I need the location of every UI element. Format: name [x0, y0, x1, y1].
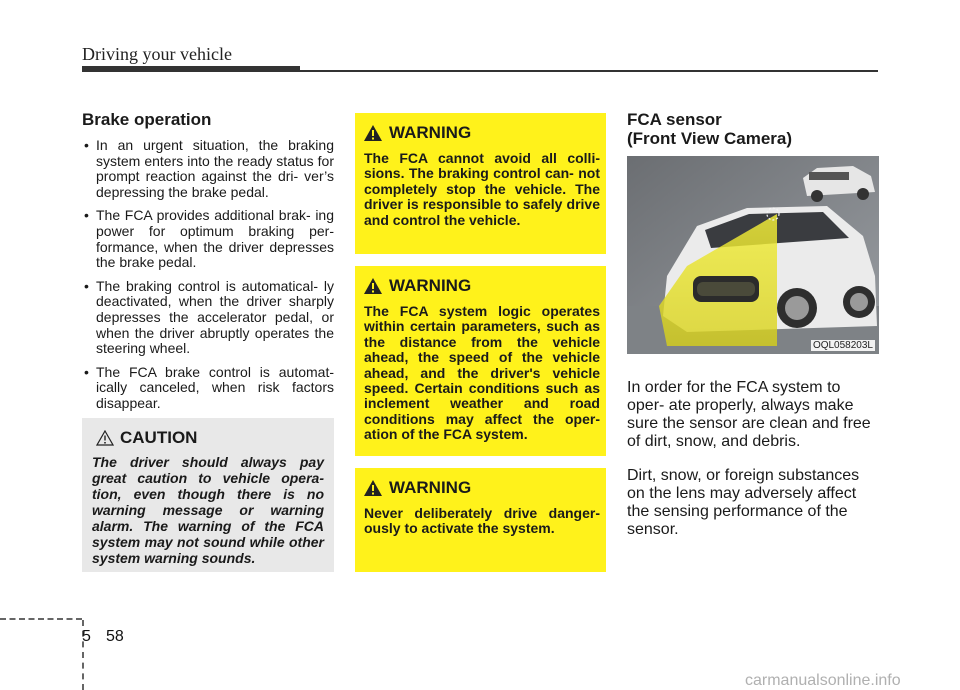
- caution-box: [82, 418, 334, 572]
- warning-box-collision: [355, 113, 606, 254]
- watermark: carmanualsonline.info: [745, 672, 901, 689]
- warning-triangle-icon: [363, 277, 383, 295]
- fca-sensor-heading-line1: FCA sensor: [627, 110, 722, 129]
- footer-dashed-line: [0, 618, 82, 620]
- brake-operation-section: [82, 110, 334, 420]
- header-rule-thick: [82, 66, 300, 72]
- brake-bullet-list: [82, 138, 334, 412]
- warning-header: [363, 276, 471, 296]
- warning-label: WARNING: [389, 478, 472, 497]
- brake-operation-heading: Brake operation: [82, 110, 212, 129]
- fca-sensor-section: [627, 110, 879, 148]
- fca-sensor-heading: [627, 110, 879, 148]
- caution-text: The driver should always pay great caution to vehicle opera- tion, even though there is no warning message or warning alarm. The warning of the FCA system may not sound while other system warning sounds.: [92, 454, 324, 566]
- warning-triangle-icon: [363, 479, 383, 497]
- caution-triangle-icon: [96, 430, 114, 446]
- caution-header: [96, 428, 197, 448]
- warning-label: WARNING: [389, 123, 472, 142]
- front-view-camera-illustration: [627, 156, 879, 354]
- caution-label: CAUTION: [120, 428, 198, 447]
- list-item: • In an urgent situation, the braking system enters into the ready status for prompt reaction against the dri- ver’s depressing the brake pedal.: [82, 138, 334, 200]
- fca-sensor-heading-line2: (Front View Camera): [627, 129, 793, 148]
- warning-box-driving: [355, 468, 606, 572]
- image-code: OQL058203L: [812, 340, 873, 351]
- page-header-title: Driving your vehicle: [82, 44, 232, 64]
- car-sensor-image: [627, 156, 879, 354]
- sensor-paragraph: In order for the FCA system to oper- ate properly, always make sure the sensor are clean and free of dirt, snow, and debris.: [627, 379, 871, 450]
- warning-text: The FCA cannot avoid all colli- sions. The braking control can- not completely stop the vehicle. The driver is responsible to safely drive and control the vehicle.: [364, 150, 600, 228]
- warning-header: [363, 478, 471, 498]
- list-item: • The FCA provides additional brak- ing power for optimum braking per- formance, when the driver depresses the brake pedal.: [82, 208, 334, 270]
- page-number-value: 58: [106, 628, 124, 645]
- warning-text: Never deliberately drive danger- ously to activate the system.: [364, 505, 600, 537]
- list-item: • The braking control is automatical- ly deactivated, when the driver sharply depresses the accelerator pedal, or when the driver abruptly operates the steering wheel.: [82, 279, 334, 357]
- page-number: [82, 628, 124, 646]
- warning-text: The FCA system logic operates within certain parameters, such as the distance from the vehicle ahead, the speed of the vehicle ahead, and the driver's vehicle speed. Certain conditions such as inclement weather and road conditions may affect the oper- ation of the FCA system.: [364, 303, 600, 443]
- chapter-number: 5: [82, 628, 91, 645]
- sensor-paragraph: Dirt, snow, or foreign substances on the lens may adversely affect the sensing performance of the sensor.: [627, 467, 860, 538]
- list-item: • The FCA brake control is automat- ically canceled, when risk factors disappear.: [82, 365, 334, 412]
- warning-box-system-logic: [355, 266, 606, 456]
- warning-label: WARNING: [389, 276, 472, 295]
- header-rule-thin: [300, 70, 878, 72]
- warning-triangle-icon: [363, 124, 383, 142]
- fca-sensor-text: [627, 363, 879, 555]
- warning-header: [363, 123, 471, 143]
